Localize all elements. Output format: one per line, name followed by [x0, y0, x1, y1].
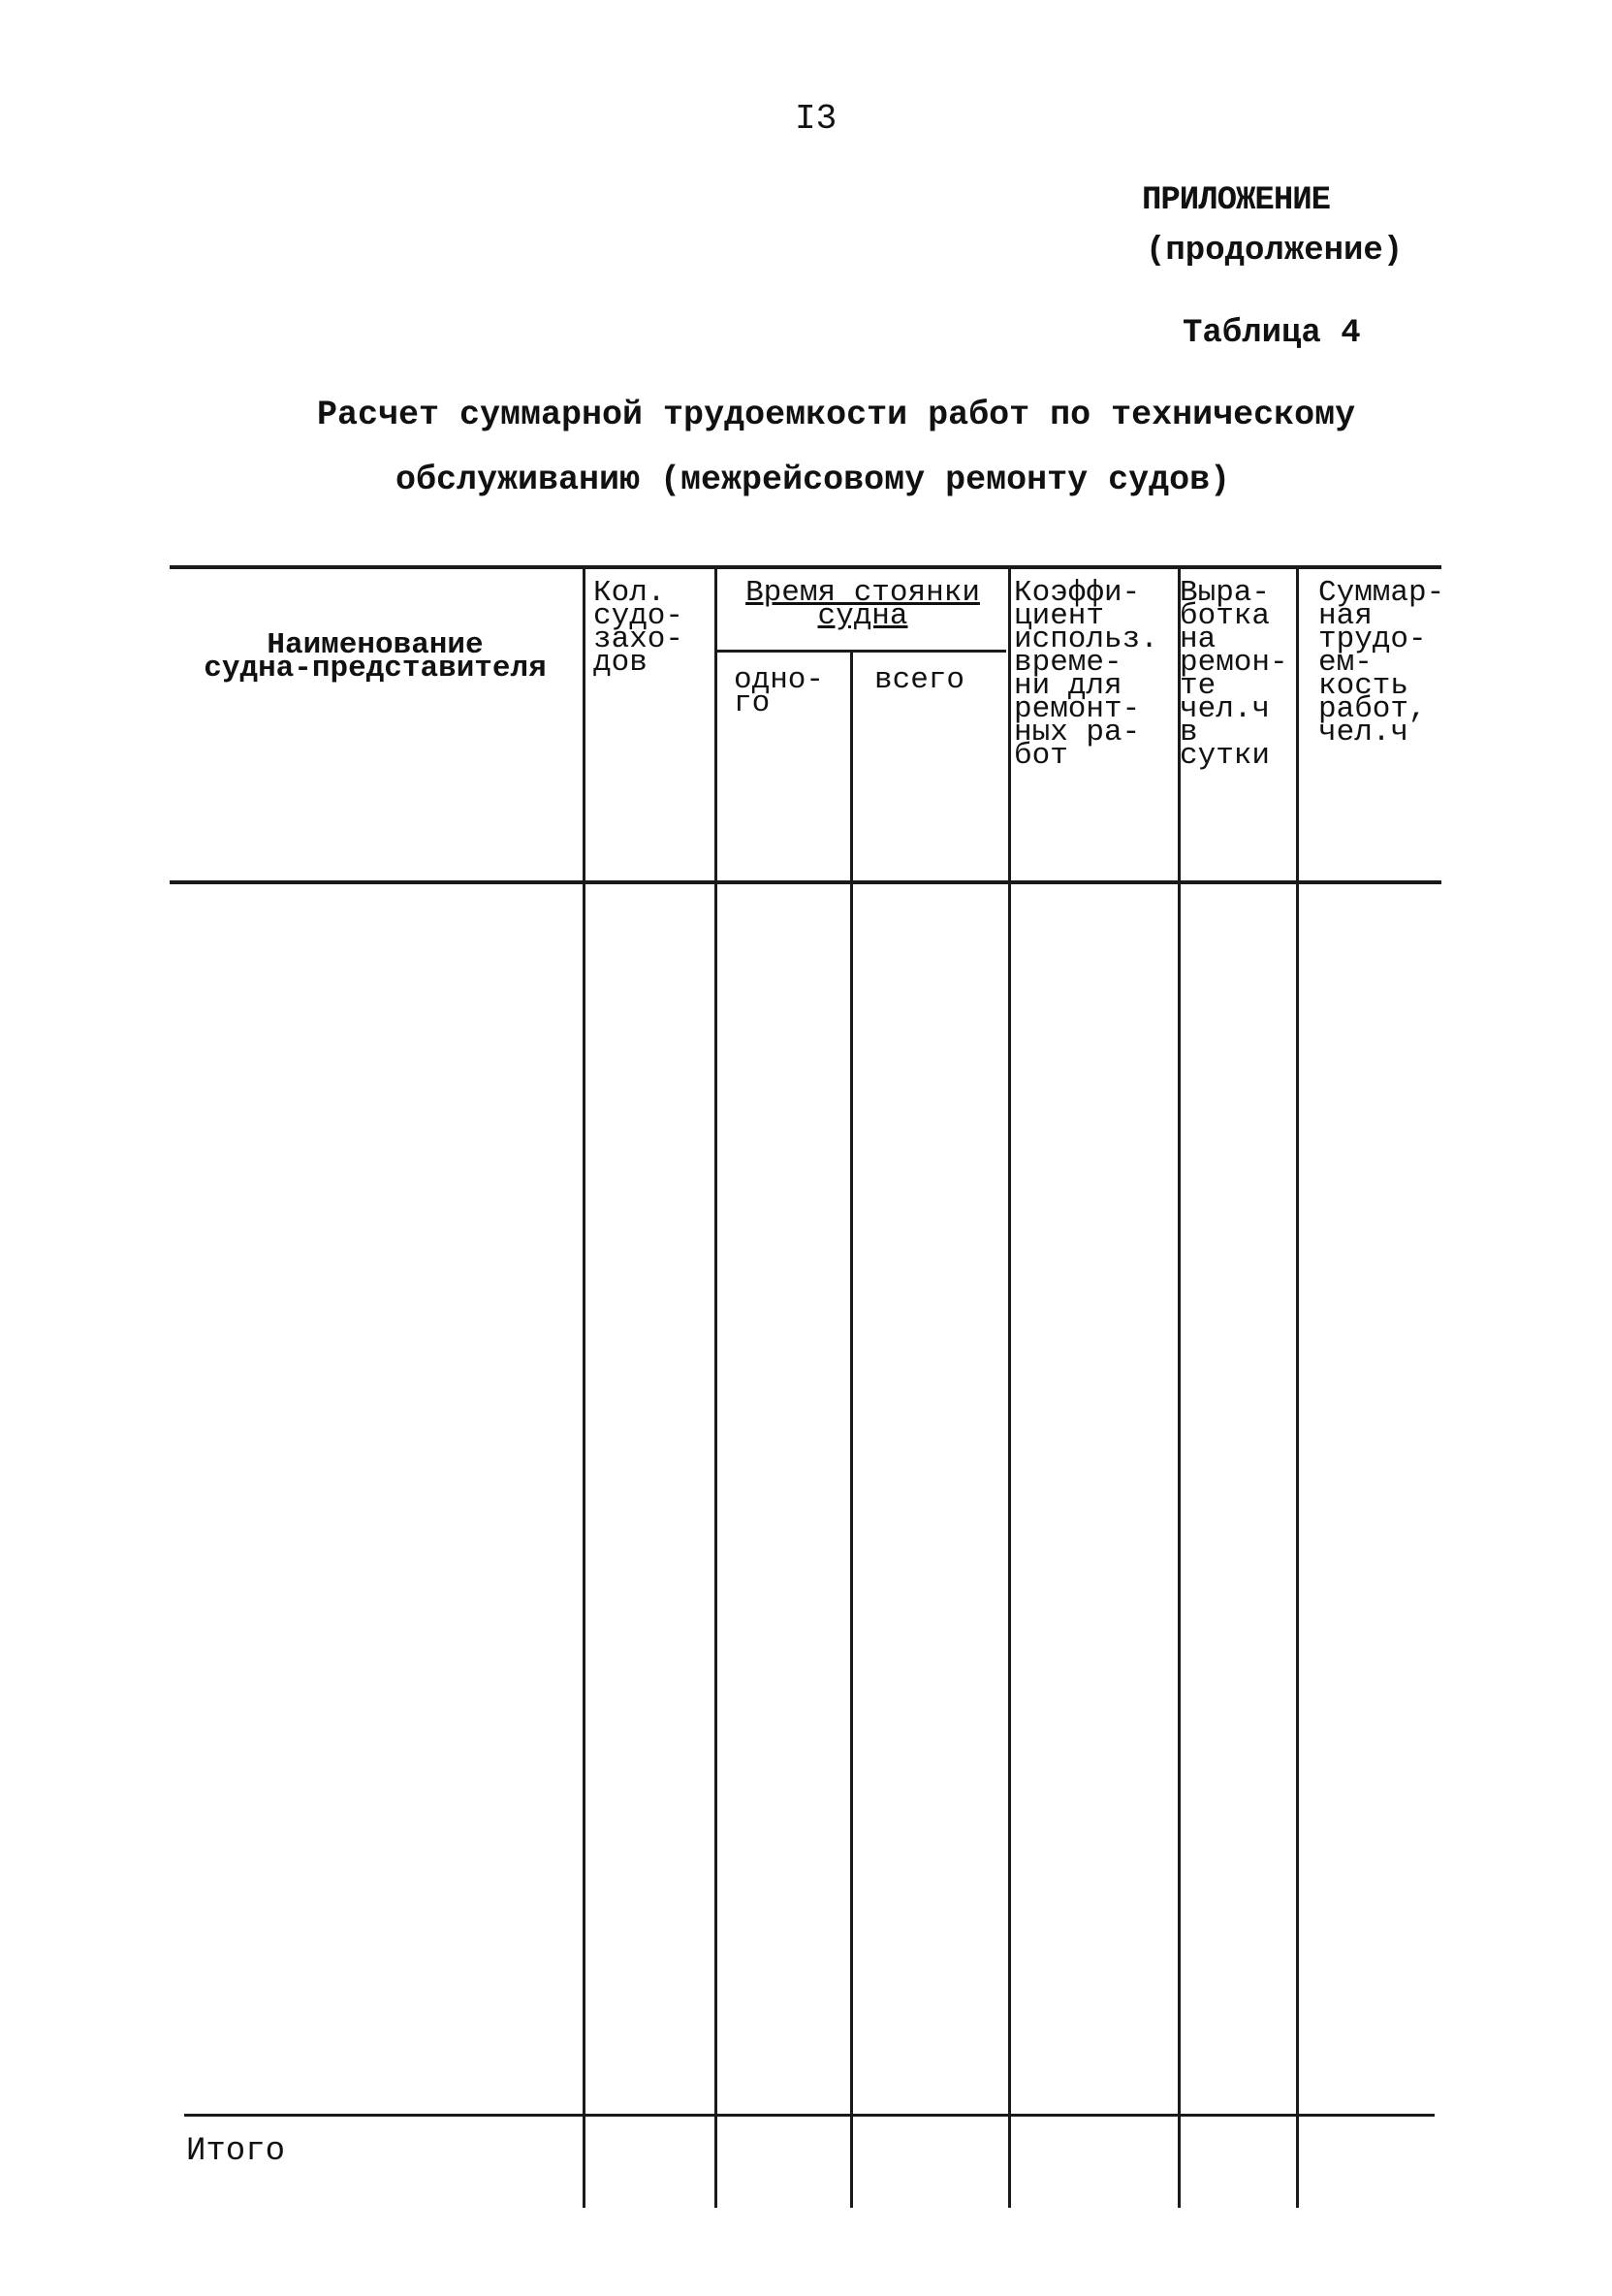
header-total-labor: Суммар- ная трудо- ем- кость работ, чел.ч — [1318, 576, 1445, 749]
header-bottom-rule — [170, 880, 1441, 884]
appendix-continuation: (продолжение) — [1146, 233, 1404, 270]
total-row-rule — [184, 2114, 1435, 2117]
header-stay-total: всего — [874, 663, 965, 697]
header-stay-time: Время стоянки судна — [745, 576, 980, 633]
header-usage-coefficient: Коэффи- циент использ. време- ни для ремонт- ных ра- бот — [1014, 576, 1158, 773]
header-ship-name: Наименование судна-представителя — [204, 628, 547, 686]
column-divider-5 — [1178, 569, 1181, 2208]
table-title-line-1: Расчет суммарной трудоемкости работ по техническому — [317, 396, 1356, 434]
column-divider-6 — [1296, 569, 1299, 2208]
column-divider-1 — [583, 569, 585, 2208]
table-number: Таблица 4 — [1183, 315, 1361, 352]
appendix-heading: ПРИЛОЖЕНИЕ — [1142, 182, 1331, 219]
column-divider-3 — [850, 652, 853, 2208]
table-title-line-2: обслуживанию (межрейсовому ремонту судов) — [395, 461, 1231, 499]
stay-group-rule — [715, 650, 1006, 653]
header-stay-one: одно- го — [734, 663, 825, 720]
total-row-label: Итого — [186, 2133, 286, 2170]
column-divider-2 — [714, 569, 717, 2208]
header-ship-calls: Кол. судо- захо- дов — [593, 576, 684, 680]
header-output-per-day: Выра- ботка на ремон- те чел.ч в сутки — [1180, 576, 1288, 773]
page-number: I3 — [795, 99, 838, 139]
column-divider-4 — [1008, 569, 1011, 2208]
table-top-rule — [170, 565, 1441, 569]
